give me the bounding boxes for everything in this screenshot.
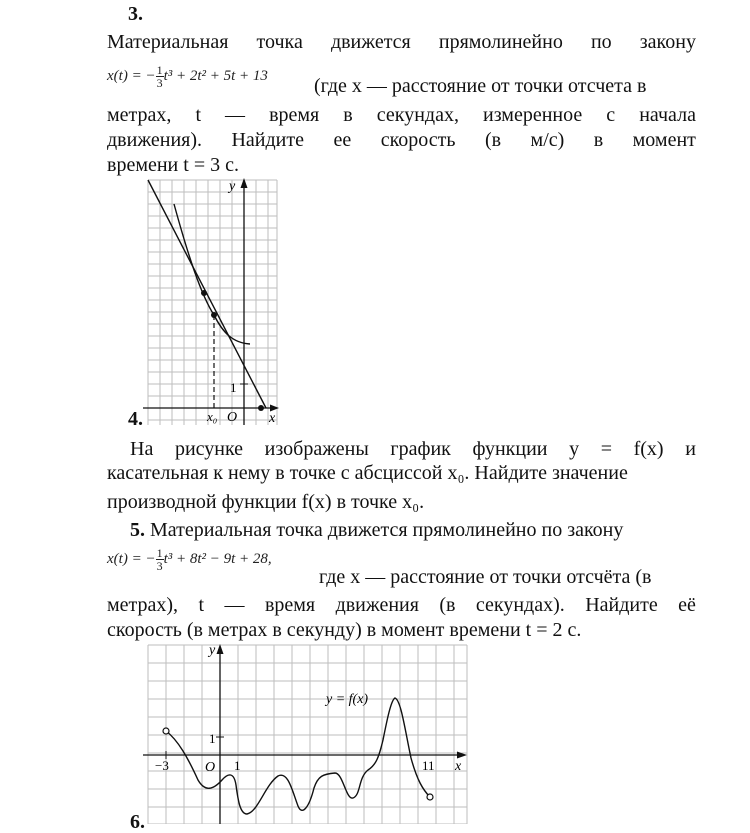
task3-frac-num: 1 [156, 63, 163, 78]
task4-line3: производной функции f(x) в точке x₀. [107, 491, 425, 513]
task3-line4-word: м/с) [530, 129, 565, 151]
task4-point-a [201, 290, 207, 296]
task3-line4-word: Найдите [231, 129, 305, 151]
task3-formula-lhs: x(t) = − [107, 68, 156, 84]
task3-line3-word: с [606, 104, 616, 126]
task6-one-y-label: 1 [209, 731, 216, 746]
task5-line3-word: t [198, 594, 205, 616]
task3-line3-word: метрах, [107, 104, 172, 126]
task4-line1-word: На [130, 438, 154, 460]
task4-function-curve [174, 204, 250, 344]
task4-line1-word: рисунке [174, 438, 244, 460]
task3-line2-tail: (где x — расстояние от точки отсчета в [314, 75, 647, 97]
task3-line1-word: Материальная [107, 31, 229, 53]
task3-line4-word: движения). [107, 129, 203, 151]
task4-x-label: x [269, 411, 276, 426]
task6-grid [148, 645, 467, 824]
task3-line3-word: t [195, 104, 201, 126]
task3-fraction [156, 64, 164, 89]
task4-y-label: y [229, 179, 236, 194]
task4-point-b [258, 405, 264, 411]
task4-x0-label: x₀ [207, 409, 218, 424]
task3-line4-word: момент [632, 129, 696, 151]
task5-line3-word: — [224, 594, 245, 616]
task6-curve-label: y = f(x) [326, 692, 369, 707]
task3-line1-word: по [590, 31, 612, 53]
task6-origin-label: O [205, 760, 216, 775]
task5-line1 [130, 518, 719, 542]
task5-formula-rest: t³ + 8t² − 9t + 28, [163, 551, 272, 567]
task4-line1-word: f(x) [633, 438, 664, 460]
task6-x-label: x [455, 759, 462, 774]
task4-line1-word: функции [472, 438, 548, 460]
task5-line2-tail: где x — расстояние от точки отсчёта (в [319, 566, 652, 588]
task3-formula-rest: t³ + 2t² + 5t + 13 [163, 68, 268, 84]
task3-line4-word: (в [484, 129, 502, 151]
task5-line3-word: (в [439, 594, 456, 616]
task3-line3-word: секундах, [376, 104, 459, 126]
task5-line3-word: её [678, 594, 696, 616]
task3-line3-word: в [343, 104, 353, 126]
task3-line4-word: ее [333, 129, 352, 151]
task4-line1-word: y [569, 438, 580, 460]
task3-line1-text [107, 30, 696, 54]
task3-line4 [107, 128, 696, 152]
task5-line3-word: метрах), [107, 594, 179, 616]
task6-eleven-label: 11 [422, 758, 435, 773]
task4-graph [143, 175, 281, 427]
task4-line1-word: график [390, 438, 451, 460]
task3-line1-word: прямолинейно [438, 31, 563, 53]
task6-one-x-label: 1 [234, 758, 241, 773]
task6-endpoint-right [427, 794, 433, 800]
task4-line1 [130, 437, 696, 461]
task3-line3-word: — [225, 104, 246, 126]
task5-line4: скорость (в метрах в секунду) в момент времени t = 2 с. [107, 619, 582, 641]
task4-origin-label: O [227, 410, 238, 425]
task4-point-x0 [211, 312, 217, 318]
task6-graph [143, 640, 473, 824]
task3-frac-den: 3 [156, 76, 163, 91]
task3-line1-word: закону [639, 31, 696, 53]
task5-line3-word: движения [335, 594, 419, 616]
task3-line3-word: время [269, 104, 320, 126]
task4-one-label: 1 [230, 380, 237, 395]
task3-line4-word: в [593, 129, 604, 151]
task5-line3-word: время [264, 594, 316, 616]
task4-tangent-line [148, 180, 266, 408]
task5-line3-word: секундах). [475, 594, 565, 616]
task4-line2: касательная к нему в точке с абсциссой x₀. Найдите значение [107, 462, 628, 484]
task3-line1 [107, 30, 696, 54]
task5-frac-num: 1 [156, 546, 163, 561]
task3-line4-word: скорость [380, 129, 456, 151]
task6-y-label: y [209, 643, 216, 658]
task5-line3-word: Найдите [585, 594, 658, 616]
task3-line3-word: измеренное [482, 104, 583, 126]
task6-number: 6. [130, 811, 145, 833]
task6-function-curve [166, 698, 430, 814]
task4-line1-word: изображены [264, 438, 369, 460]
task3-formula-line [107, 62, 696, 97]
task5-number: 5. [130, 519, 145, 541]
task3-line5: времени t = 3 с. [107, 154, 239, 176]
task3-line1-word: движется [330, 31, 411, 53]
task5-line3 [107, 593, 696, 617]
task5-formula-line [107, 545, 696, 588]
task3-line3-word: начала [639, 104, 696, 126]
task5-frac-den: 3 [156, 559, 163, 574]
task5-fraction [156, 547, 164, 572]
task4-line1-word: и [685, 438, 696, 460]
task3-formula [107, 63, 268, 91]
task3-line3 [107, 103, 696, 127]
task5-line1-text: Материальная точка движется прямолинейно по закону [150, 519, 624, 541]
task3-line1-word: точка [256, 31, 303, 53]
task4-number: 4. [128, 408, 143, 430]
task5-formula [107, 546, 272, 574]
task6-endpoint-left [163, 728, 169, 734]
task3-number: 3. [128, 3, 143, 25]
task4-line1-word: = [600, 438, 612, 460]
task6-neg3-label: −3 [155, 758, 169, 773]
task5-formula-lhs: x(t) = − [107, 551, 156, 567]
